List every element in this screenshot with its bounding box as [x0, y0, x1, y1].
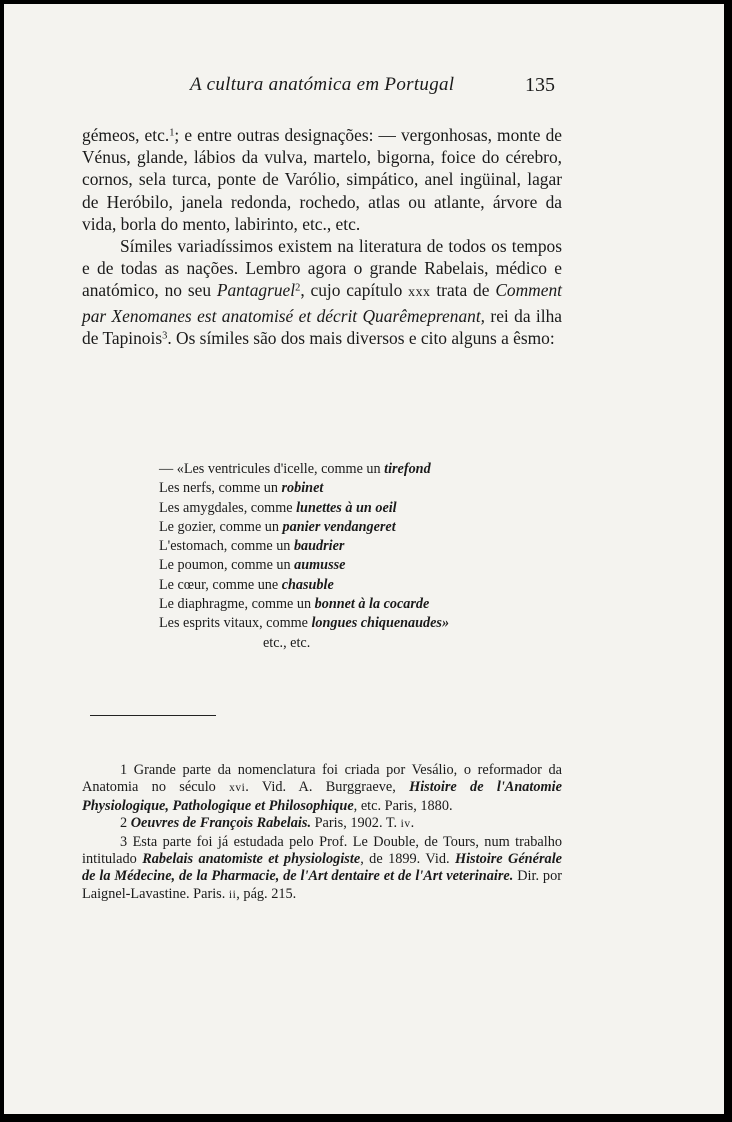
footnote-number: 2 — [120, 815, 128, 832]
body-text — [82, 124, 562, 349]
paragraph-2 — [82, 235, 562, 349]
quote-line — [159, 556, 539, 575]
volume-numeral: ii — [228, 888, 237, 901]
quote-text: Le gozier, comme un — [159, 518, 283, 535]
footnotes — [82, 762, 562, 904]
quote-italic: lunettes à un oeil — [296, 499, 397, 516]
footnote-text: . — [410, 815, 415, 832]
paragraph-2-text-b: , cujo capítulo — [300, 280, 409, 301]
quote-italic: aumusse — [294, 557, 346, 574]
footnote-text: Paris, 1902. T. — [311, 815, 401, 832]
footnote-number: 1 — [120, 762, 128, 778]
quote-italic: chasuble — [281, 576, 334, 593]
paragraph-2-text-e: . Os símiles são dos mais diversos e cito alguns a êsmo: — [167, 327, 555, 348]
volume-numeral: iv — [400, 818, 411, 831]
footnote-text: Dir. por Laignel-Lavastine. Paris. — [82, 868, 562, 902]
quote-text: Les amygdales, comme — [159, 499, 297, 516]
footnote-separator — [90, 715, 216, 716]
footnote-text: . Vid. A. Burggraeve, — [245, 779, 410, 796]
quote-line — [159, 460, 539, 479]
quote-line — [159, 518, 539, 537]
chapter-title: Comment par Xenomanes est anatomisé et décrit Quarêmeprenant, — [82, 280, 562, 326]
quote-line — [159, 595, 539, 614]
quote-italic: tirefond — [384, 461, 431, 477]
book-title: Histoire de l'Anatomie Physiologique, Pathologique et Philosophique — [82, 779, 562, 814]
paragraph-2-text-d: rei da ilha de Tapinois — [82, 305, 562, 348]
book-title: Rabelais anatomiste et physiologiste — [142, 851, 361, 868]
quote-text: Le cœur, comme une — [159, 576, 282, 593]
footnote-ref-1: 1 — [169, 127, 175, 139]
quote-text: — «Les ventricules d'icelle, comme un — [159, 461, 385, 477]
footnote-text: , de 1899. Vid. — [360, 851, 455, 868]
book-title: Oeuvres de François Rabelais. — [130, 815, 312, 832]
quote-italic: baudrier — [293, 538, 345, 555]
footnote-1 — [82, 762, 562, 815]
century-numeral: xvi — [229, 782, 246, 795]
quote-line — [159, 499, 539, 518]
page-number: 135 — [525, 74, 555, 96]
paragraph-2-text-c: trata de — [430, 280, 496, 301]
footnote-ref-2: 2 — [295, 282, 301, 294]
running-title: A cultura anatómica em Portugal — [190, 74, 455, 95]
quote-italic: panier vendangeret — [282, 518, 396, 535]
pantagruel-title: Pantagruel — [216, 280, 296, 301]
footnote-ref-3: 3 — [162, 330, 168, 342]
footnote-text: , etc. Paris, 1880. — [353, 797, 453, 814]
quote-italic: longues chiquenaudes» — [311, 615, 450, 632]
quote-text: L'estomach, comme un — [159, 538, 294, 555]
footnote-text: , pág. 215. — [236, 885, 297, 902]
paragraph-1-text-cont: ; e entre outras designações: — vergonhosas, monte de Vénus, glande, lábios da vulva, martelo, bigorna, foice do cérebro, cornos, sela turca, ponte de Varólio, simpático, anel ingüinal, lagar de Heróbilo, janela redonda, rochedo, atlas ou atlante, árvore da vida, borla do mento, labirinto, etc., etc. — [82, 125, 563, 234]
book-page — [4, 4, 724, 1114]
paragraph-1 — [82, 124, 562, 235]
paragraph-2-text: Símiles variadíssimos existem na literatura de todos os tempos e de todas as nações. Lembro agora o grande Rabelais, médico e anatómico, no seu — [82, 236, 562, 301]
quote-line — [159, 576, 539, 595]
quote-text: Les esprits vitaux, comme — [159, 615, 312, 632]
footnote-text: Esta parte foi já estudada pelo Prof. Le Double, de Tours, num trabalho intitulado — [82, 833, 562, 868]
quote-text: Le poumon, comme un — [159, 557, 295, 574]
rabelais-quotation — [159, 460, 539, 653]
paragraph-1-text: gémeos, etc. — [82, 125, 170, 145]
footnote-text: Grande parte da nomenclatura foi criada por Vesálio, o reformador da Anatomia no século — [82, 762, 562, 796]
footnote-number: 3 — [120, 833, 128, 850]
chapter-number: xxx — [408, 285, 431, 301]
quote-text: Le diaphragme, comme un — [159, 596, 315, 613]
quote-italic: bonnet à la cocarde — [314, 596, 430, 613]
quote-line — [159, 614, 539, 633]
quote-etc: etc., etc. — [263, 634, 311, 651]
quote-line — [159, 537, 539, 556]
quote-line — [159, 479, 539, 498]
book-title: Histoire Générale de la Médecine, de la Pharmacie, de l'Art dentaire et de l'Art veterinaire. — [82, 851, 563, 885]
quote-text: Les nerfs, comme un — [159, 480, 282, 497]
running-head — [4, 74, 724, 98]
footnote-2 — [82, 815, 562, 833]
quote-italic: robinet — [281, 480, 324, 497]
footnote-3 — [82, 834, 562, 905]
